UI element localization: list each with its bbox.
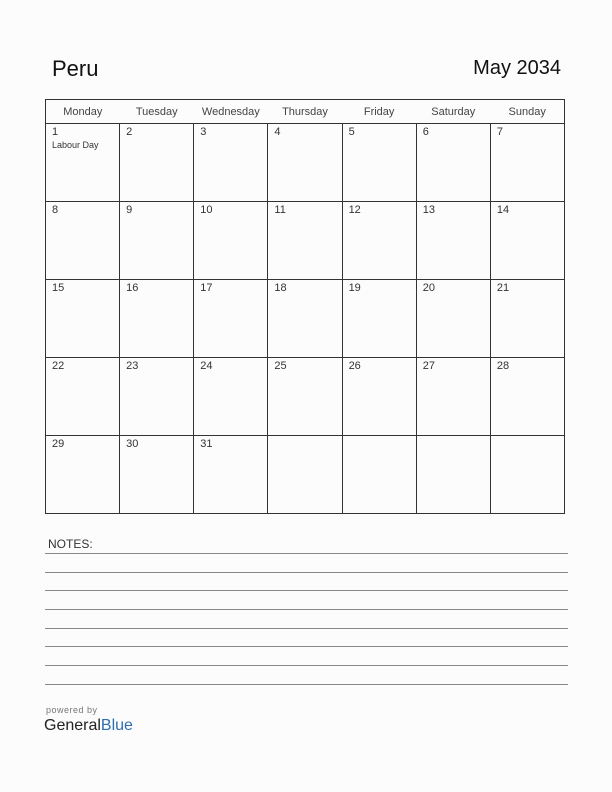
day-number: 2 [126,126,133,138]
brand-blue: Blue [100,717,133,734]
weekday-header: Monday [46,100,120,124]
day-number: 9 [126,204,133,216]
day-number: 30 [126,438,139,450]
day-number: 20 [422,282,435,294]
day-cell [416,358,490,436]
day-cell [342,358,416,436]
weekday-header: Sunday [490,100,564,124]
day-cell [268,358,342,436]
powered-by-text: powered by [46,705,98,715]
note-line [45,646,568,647]
day-number: 28 [496,360,510,372]
empty-day-cell [490,436,564,514]
note-line [45,665,568,666]
day-number: 24 [200,360,213,372]
note-line [45,684,568,685]
calendar-week-row [46,124,565,202]
note-line [45,572,568,573]
day-number: 7 [496,126,503,138]
day-number: 10 [200,204,213,216]
empty-day-cell [416,436,490,514]
day-number: 27 [422,360,435,372]
day-cell [194,202,268,280]
day-number: 25 [274,360,287,372]
day-number: 18 [274,282,287,294]
day-number: 31 [200,438,213,450]
weekday-header: Tuesday [120,100,194,124]
day-cell [268,280,342,358]
month-calendar-grid [45,99,565,514]
weekday-header: Wednesday [194,100,268,124]
day-number: 13 [422,204,435,216]
day-number: 6 [422,126,429,138]
day-number: 22 [52,360,65,372]
calendar-week-row [46,358,565,436]
day-cell [46,358,120,436]
day-cell [268,202,342,280]
day-cell [194,358,268,436]
day-cell [268,124,342,202]
day-number: 19 [348,282,361,294]
brand-general: General [44,717,101,734]
weekday-header: Friday [342,100,416,124]
note-line [45,553,568,554]
generalblue-logo[interactable] [44,717,133,735]
day-cell [490,358,564,436]
month-year-title: May 2034 [473,57,561,79]
day-cell [490,124,564,202]
note-line [45,628,568,629]
day-number: 11 [274,204,286,216]
day-cell [342,124,416,202]
day-cell [46,124,120,202]
day-cell [416,124,490,202]
note-line [45,609,568,610]
day-cell [490,280,564,358]
day-number: 23 [126,360,139,372]
day-number: 15 [52,282,65,294]
weekday-header: Saturday [416,100,490,124]
day-number: 17 [200,282,213,294]
calendar-week-row [46,202,565,280]
day-cell [490,202,564,280]
notes-label: NOTES: [48,537,93,551]
day-number: 5 [348,126,355,138]
day-cell [46,202,120,280]
day-number: 14 [496,204,510,216]
day-cell [46,280,120,358]
weekday-header-row [46,100,565,124]
day-number: 1 [52,126,59,138]
calendar-week-row [46,280,565,358]
day-cell [416,280,490,358]
day-number: 4 [274,126,281,138]
weekday-header: Thursday [268,100,342,124]
note-line [45,590,568,591]
day-cell [120,202,194,280]
day-cell [342,280,416,358]
day-cell [416,202,490,280]
empty-day-cell [342,436,416,514]
day-number: 16 [126,282,139,294]
country-title: Peru [52,56,99,81]
day-number: 21 [496,282,510,294]
day-number: 3 [200,126,207,138]
holiday-label: Labour Day [52,140,99,150]
day-cell [120,358,194,436]
empty-day-cell [268,436,342,514]
day-number: 12 [348,204,361,216]
day-number: 29 [52,438,65,450]
day-cell [194,124,268,202]
day-cell [194,280,268,358]
day-cell [342,202,416,280]
day-cell [120,280,194,358]
day-cell [46,436,120,514]
day-cell [120,124,194,202]
calendar-week-row [46,436,565,514]
day-cell [194,436,268,514]
day-number: 26 [348,360,361,372]
day-number: 8 [52,204,59,216]
day-cell [120,436,194,514]
